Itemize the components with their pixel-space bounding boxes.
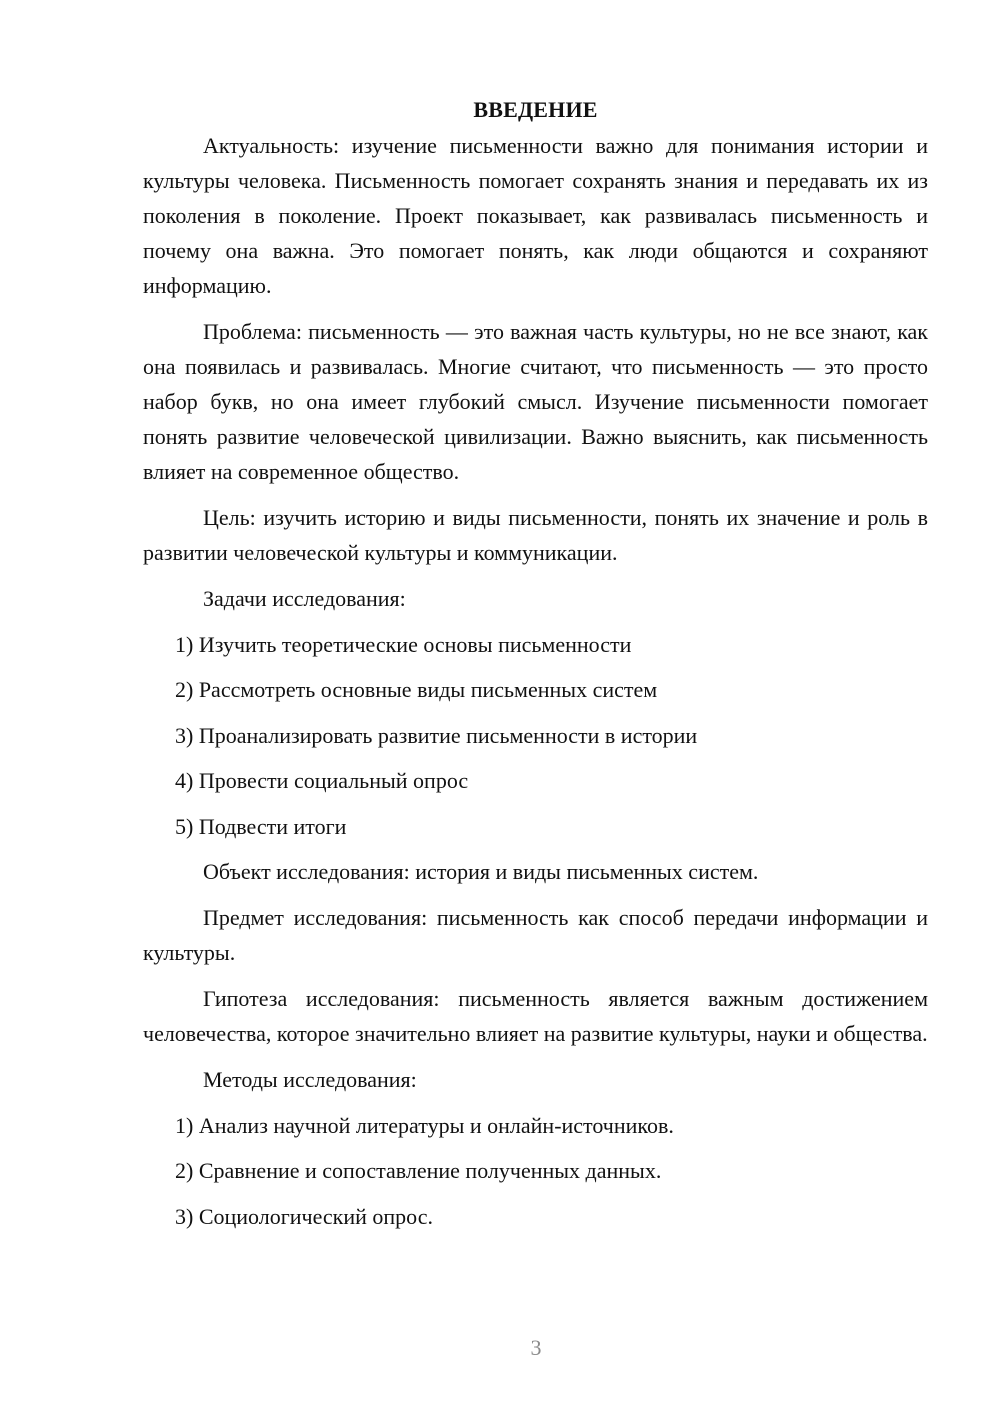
subject-paragraph: Предмет исследования: письменность как способ передачи информации и культуры. — [143, 905, 928, 965]
method-item: 1) Анализ научной литературы и онлайн-источников. — [175, 1112, 674, 1138]
object-paragraph: Объект исследования: история и виды письменных систем. — [203, 859, 759, 884]
method-item: 2) Сравнение и сопоставление полученных данных. — [175, 1158, 662, 1183]
methods-list — [143, 1108, 928, 1234]
problem-paragraph: Проблема: письменность — это важная часть культуры, но не все знают, как она появилась и развивалась. Многие считают, что письменность — это просто набор букв, но она имеет глубокий смысл. Изучение письменности помогает понять развитие человеческой цивилизации. Важно выяснить, как письменность влияет на современное общество. — [143, 319, 928, 484]
page-content — [143, 92, 928, 1244]
tasks-list — [143, 627, 928, 844]
hypothesis-paragraph: Гипотеза исследования: письменность является важным достижением человечества, которое значительно влияет на развитие культуры, науки и общества. — [143, 986, 928, 1046]
task-item: 4) Провести социальный опрос — [175, 768, 469, 793]
task-item: 2) Рассмотреть основные виды письменных систем — [175, 677, 658, 702]
task-item: 3) Проанализировать развитие письменности в истории — [175, 722, 698, 748]
page-number: 3 — [530, 1335, 542, 1360]
task-item: 1) Изучить теоретические основы письменности — [175, 631, 632, 657]
tasks-heading: Задачи исследования: — [203, 586, 406, 611]
goal-paragraph: Цель: изучить историю и виды письменности, понять их значение и роль в развитии человеческой культуры и коммуникации. — [143, 505, 928, 565]
task-item: 5) Подвести итоги — [175, 813, 347, 839]
page-title: ВВЕДЕНИЕ — [473, 97, 598, 122]
methods-heading: Методы исследования: — [203, 1067, 417, 1092]
method-item: 3) Социологический опрос. — [175, 1203, 433, 1229]
relevance-paragraph: Актуальность: изучение письменности важно для понимания истории и культуры человека. Письменность помогает сохранять знания и передавать их из поколения в поколение. Проект показывает, как развивалась письменность и почему она важна. Это помогает понять, как люди общаются и сохраняют информацию. — [143, 133, 928, 298]
